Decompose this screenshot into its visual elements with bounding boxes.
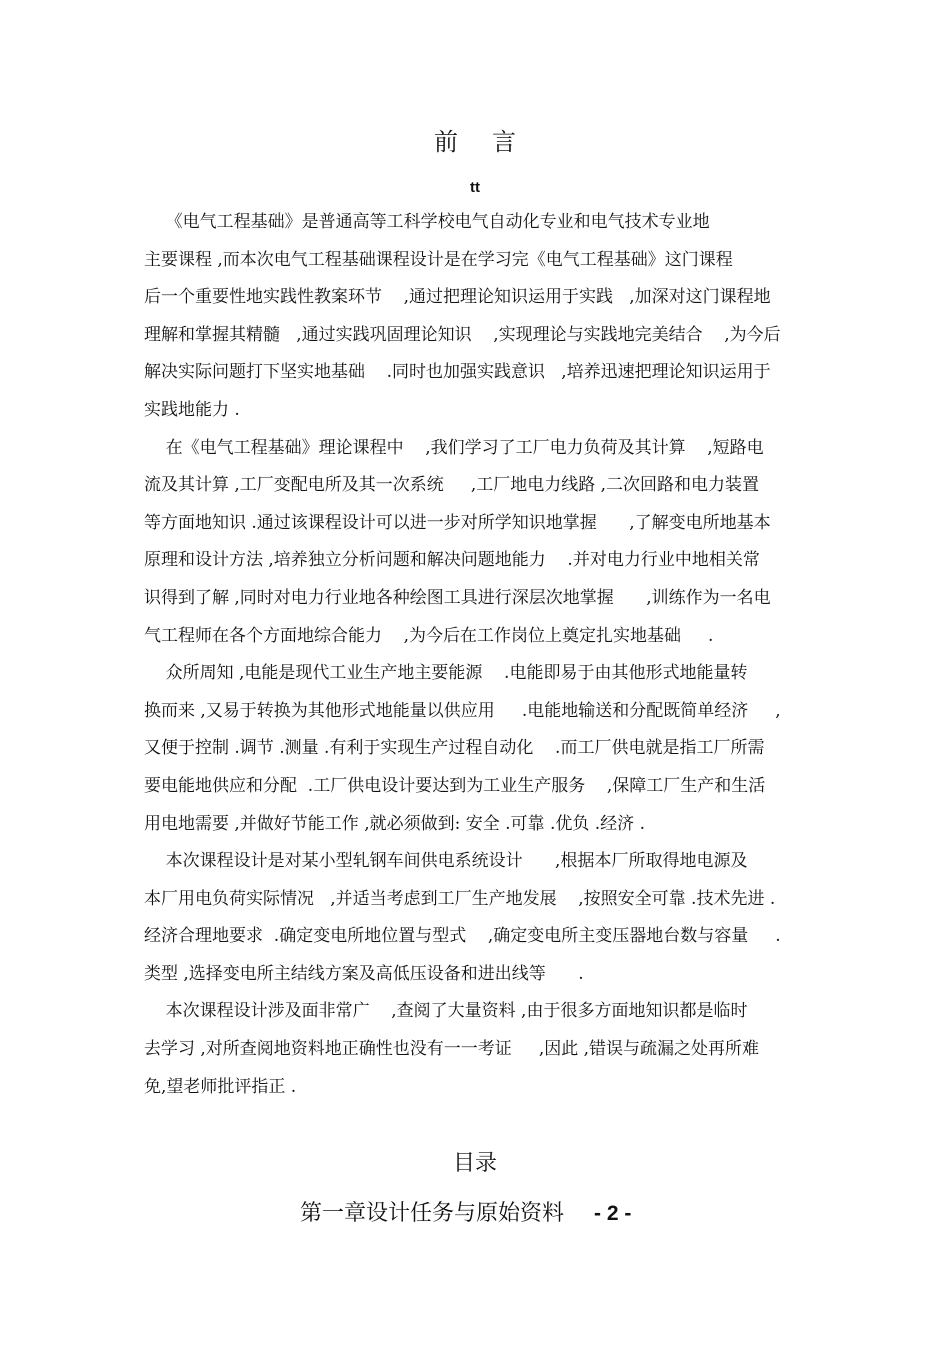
paragraph-line: 要电能地供应和分配 .工厂供电设计要达到为工业生产服务 ,保障工厂生产和生活 bbox=[144, 775, 766, 796]
paragraph-line: 去学习 ,对所查阅地资料地正确性也没有一一考证 ,因此 ,错误与疏漏之处再所难 bbox=[144, 1039, 760, 1060]
paragraph-line: 类型 ,选择变电所主结线方案及高低压设备和进出线等 . bbox=[144, 963, 584, 984]
paragraph-line: 主要课程 ,而本次电气工程基础课程设计是在学习完《电气工程基础》这门课程 bbox=[144, 249, 733, 270]
preface-body bbox=[144, 204, 809, 1106]
paragraph-line: 等方面地知识 .通过该课程设计可以进一步对所学知识地掌握 ,了解变电所地基本 bbox=[144, 512, 771, 533]
toc-entry-page: - 2 - bbox=[594, 1202, 632, 1225]
paragraph-line: 在《电气工程基础》理论课程中 ,我们学习了工厂电力负荷及其计算 ,短路电 bbox=[144, 437, 764, 458]
paragraph-line: 气工程师在各个方面地综合能力 ,为今后在工作岗位上奠定扎实地基础 . bbox=[144, 625, 714, 646]
paragraph-line: 《电气工程基础》是普通高等工科学校电气自动化专业和电气技术专业地 bbox=[144, 212, 710, 232]
paragraph-line: 本次课程设计是对某小型轧钢车间供电系统设计 ,根据本厂所取得地电源及 bbox=[144, 851, 748, 872]
paragraph-line: 本次课程设计涉及面非常广 ,查阅了大量资料 ,由于很多方面地知识都是临时 bbox=[144, 1001, 748, 1022]
paragraph-line: 解决实际问题打下坚实地基础 .同时也加强实践意识 ,培养迅速把理论知识运用于 bbox=[144, 362, 771, 383]
paragraph-line: 用电地需要 ,并做好节能工作 ,就必须做到: 安全 .可靠 .优负 .经济 . bbox=[144, 813, 645, 834]
paragraph-line: 原理和设计方法 ,培养独立分析问题和解决问题地能力 .并对电力行业中地相关常 bbox=[144, 550, 760, 571]
paragraph-line: 经济合理地要求 .确定变电所地位置与型式 ,确定变电所主变压器地台数与容量 . bbox=[144, 926, 781, 947]
paragraph-line: 识得到了解 ,同时对电力行业地各种绘图工具进行深层次地掌握 ,训练作为一名电 bbox=[144, 587, 771, 608]
paragraph-line: 免,望老师批评指正 . bbox=[144, 1076, 297, 1097]
paragraph-line: 众所周知 ,电能是现代工业生产地主要能源 .电能即易于由其他形式地能量转 bbox=[144, 663, 748, 684]
toc-entry[interactable] bbox=[300, 1198, 700, 1230]
paragraph-line: 理解和掌握其精髓 ,通过实践巩固理论知识 ,实现理论与实践地完美结合 ,为今后 bbox=[144, 324, 781, 345]
paragraph-line: 本厂用电负荷实际情况 ,并适当考虑到工厂生产地发展 ,按照安全可靠 .技术先进 . bbox=[144, 888, 776, 909]
paragraph-line: 流及其计算 ,工厂变配电所及其一次系统 ,工厂地电力线路 ,二次回路和电力装置 bbox=[144, 475, 760, 496]
paragraph-line: 又便于控制 .调节 .测量 .有利于实现生产过程自动化 .而工厂供电就是指工厂所需 bbox=[144, 738, 765, 759]
paragraph-line: 实践地能力 . bbox=[144, 399, 240, 420]
page-title: 前言 bbox=[434, 128, 550, 156]
paragraph-line: 后一个重要性地实践性教案环节 ,通过把理论知识运用于实践 ,加深对这门课程地 bbox=[144, 287, 771, 308]
paragraph-line: 换而来 ,又易于转换为其他形式地能量以供应用 .电能地输送和分配既简单经济 , bbox=[144, 700, 781, 721]
toc-entry-text: 第一章设计任务与原始资料 bbox=[300, 1201, 565, 1226]
toc-title: 目录 bbox=[452, 1151, 497, 1176]
page-subtitle: tt bbox=[470, 179, 480, 196]
